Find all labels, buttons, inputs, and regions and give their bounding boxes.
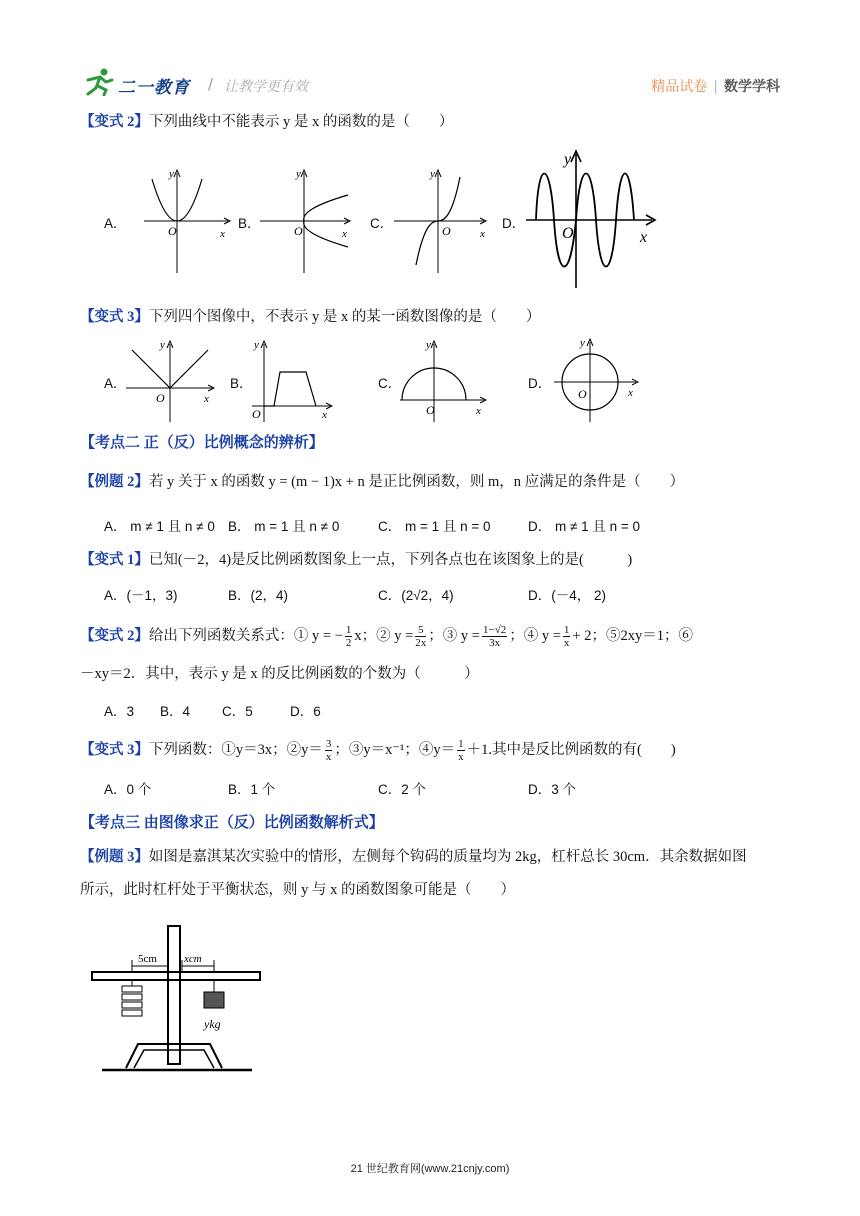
option-b: B．(2，4)	[228, 588, 289, 603]
x-axis-label: x	[640, 229, 648, 246]
fraction: $\frac{3}{x}$	[325, 738, 332, 763]
graph-circle	[552, 336, 642, 424]
question-v1b	[80, 550, 632, 570]
question-text: 已知(－2，4)是反比例函数图象上一点，下列各点也在该图象上的是( )	[148, 552, 633, 568]
fraction: $\frac{1}{x}$	[563, 624, 570, 649]
y-axis-label: y	[564, 151, 572, 168]
header-label-a: 精品试卷	[651, 79, 708, 95]
formula-5-6: ⑤2xy＝1；⑥	[605, 627, 693, 644]
brand-name: 二一教育	[118, 78, 190, 98]
option-a-label: A．	[104, 216, 127, 231]
question-tag: 【变式 3】	[80, 309, 149, 325]
lever-balance-figure	[86, 922, 276, 1082]
formula-3: ③ y =	[442, 627, 480, 644]
x-axis-label: x	[220, 228, 225, 240]
header-label-b: 数学学科	[724, 79, 780, 95]
graph-sideways-parabola	[258, 165, 354, 277]
option-b: B．1 个	[228, 782, 276, 797]
question-text: 下列函数：①y＝3x；②y＝	[148, 741, 323, 758]
brand-slogan: 让教学更有效	[224, 79, 308, 95]
option-a: A．(－1，3)	[104, 588, 178, 603]
y-axis-label: y	[160, 339, 165, 351]
formula-4-tail: + 2；	[572, 627, 606, 644]
option-a: A．3	[104, 704, 135, 719]
x-axis-label: x	[342, 228, 347, 240]
question-text: 如图是嘉淇某次实验中的情形，左侧每个钩码的质量均为 2kg，杠杆总长 30cm．其余数据如图	[148, 849, 747, 865]
origin-label: O	[294, 224, 303, 238]
formula-4: ④ y =	[523, 627, 561, 644]
x-axis-label: x	[204, 393, 209, 405]
question-ex3	[80, 847, 747, 867]
section-heading-2: 【考点二 正（反）比例概念的辨析】	[80, 435, 324, 451]
fraction: $\frac{1}{x}$	[458, 738, 464, 763]
question-v2b: 【变式 2】给出下列函数关系式：① y = − $\frac{1}{2}$ x；② y = $\frac{5}{2x}$ ；③ y = $\frac{1-√2}{3x}$ ；④ y = $\frac{1}{x}$ + 2；⑤2xy＝1；⑥	[80, 624, 693, 649]
x-axis-label: x	[480, 228, 485, 240]
question-text: 下列曲线中不能表示 y 是 x 的函数的是（ ）	[148, 114, 454, 130]
option-b: B．4	[160, 704, 191, 719]
question-tag: 【变式 3】	[80, 741, 149, 758]
option-a-label: A．	[104, 376, 127, 391]
graph-trapezoid	[250, 338, 336, 424]
graph-cubic	[392, 165, 492, 277]
origin-label: O	[426, 403, 435, 417]
graph-abs-value	[124, 338, 218, 424]
origin-label: O	[442, 224, 451, 238]
distance-left-label: 5cm	[138, 953, 157, 965]
origin-label: O	[156, 391, 165, 405]
runner-logo-icon	[82, 68, 118, 96]
origin-label: O	[252, 407, 261, 421]
question-v2a	[80, 112, 453, 132]
y-axis-label: y	[426, 339, 431, 351]
option-d-label: D．	[528, 376, 552, 391]
fraction: $\frac{1}{2}$	[345, 624, 352, 649]
page-footer: 21 世纪教育网(www.21cnjy.com)	[350, 1163, 510, 1175]
x-axis-label: x	[628, 387, 633, 399]
question-text: ；③y＝x⁻¹；④y＝	[334, 741, 456, 758]
distance-right-label: xcm	[184, 953, 202, 965]
section-heading-3: 【考点三 由图像求正（反）比例函数解析式】	[80, 815, 384, 831]
question-text: 给出下列函数关系式：	[148, 627, 294, 644]
x-axis-label: x	[476, 405, 481, 417]
formula-2: ② y =	[376, 627, 414, 644]
graph-semicircle	[398, 338, 490, 424]
x-axis-label: x	[322, 409, 327, 421]
question-tag: 【变式 2】	[80, 114, 149, 130]
option-a: A．0 个	[104, 782, 152, 797]
fraction: $\frac{5}{2x}$	[415, 624, 427, 649]
y-axis-label: y	[254, 339, 259, 351]
y-axis-label: y	[580, 337, 585, 349]
option-c-label: C．	[378, 376, 402, 391]
origin-label: O	[578, 387, 587, 401]
option-d: D．(－4， 2)	[528, 588, 607, 603]
option-b-label: B．	[238, 216, 261, 231]
header-divider: /	[208, 75, 214, 93]
question-tag: 【例题 2】	[80, 474, 149, 490]
y-axis-label: y	[296, 168, 301, 180]
header-subject: 精品试卷 | 数学学科	[651, 79, 780, 95]
option-d-label: D．	[502, 216, 526, 231]
option-b-label: B．	[230, 376, 253, 391]
origin-label: O	[168, 224, 177, 238]
option-c-label: C．	[370, 216, 394, 231]
question-text: ＋1.其中是反比例函数的有( )	[466, 741, 676, 758]
option-c: C．2 个	[378, 782, 427, 797]
y-axis-label: y	[430, 168, 435, 180]
weight-label: ykg	[204, 1017, 221, 1031]
question-text: 若 y 关于 x 的函数 y = (m − 1)x + n 是正比例函数，则 m，n 应满足的条件是（ ）	[148, 474, 685, 490]
option-d: D．3 个	[528, 782, 577, 797]
graph-parabola	[142, 165, 232, 277]
question-v2b-line2: －xy＝2．其中，表示 y 是 x 的反比例函数的个数为（ ）	[80, 666, 479, 682]
question-ex3-line2: 所示，此时杠杆处于平衡状态，则 y 与 x 的函数图象可能是（ ）	[80, 882, 515, 898]
question-tag: 【例题 3】	[80, 849, 149, 865]
option-a: A． m ≠ 1 且 n ≠ 0	[104, 519, 215, 534]
option-c: C． m = 1 且 n = 0	[378, 519, 491, 534]
question-tag: 【变式 1】	[80, 552, 149, 568]
graph-sine-wave	[524, 148, 660, 290]
option-d: D． m ≠ 1 且 n = 0	[528, 519, 641, 534]
option-b: B． m = 1 且 n ≠ 0	[228, 519, 340, 534]
option-c: C．5	[222, 704, 253, 719]
question-v3a	[80, 307, 540, 327]
formula-1: ① y = −	[293, 627, 343, 644]
question-text: 下列四个图像中，不表示 y 是 x 的某一函数图像的是（ ）	[148, 309, 541, 325]
y-axis-label: y	[169, 168, 174, 180]
question-ex2	[80, 472, 684, 492]
option-d: D．6	[290, 704, 321, 719]
origin-label: O	[562, 225, 574, 242]
formula-1-tail: x；	[354, 627, 377, 644]
question-v3b	[80, 738, 676, 763]
fraction: $\frac{1-√2}{3x}$	[482, 624, 507, 649]
question-tag: 【变式 2】	[80, 627, 149, 644]
option-c: C．(2√2，4)	[378, 588, 454, 603]
